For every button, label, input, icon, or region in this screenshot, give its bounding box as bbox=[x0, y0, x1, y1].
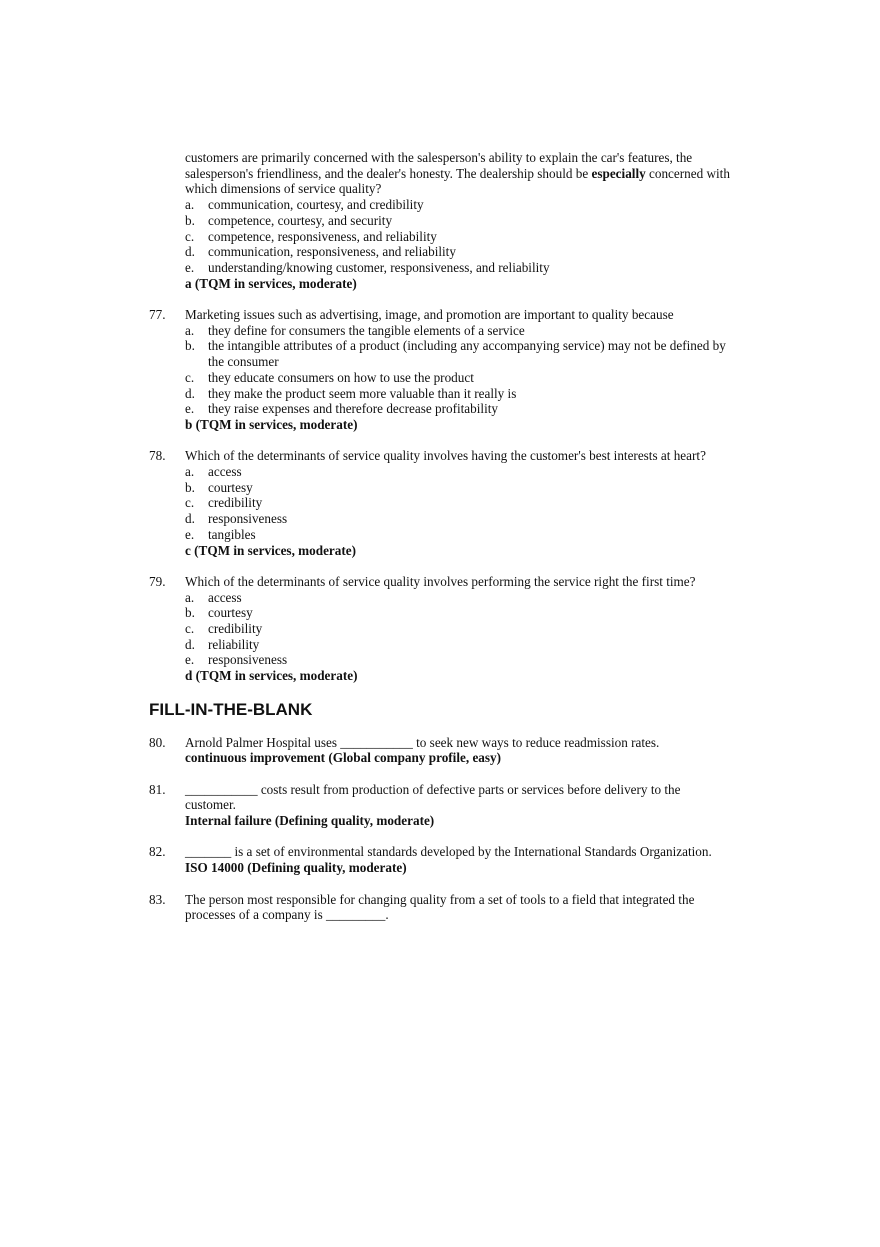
answer-option bbox=[185, 621, 730, 637]
option-text: understanding/knowing customer, responsiveness, and reliability bbox=[208, 259, 550, 275]
question-text: Arnold Palmer Hospital uses ___________ to seek new ways to reduce readmission rates. bbox=[185, 734, 660, 750]
option-letter: c. bbox=[185, 228, 195, 244]
answer-option bbox=[185, 323, 730, 339]
fill-in-question bbox=[0, 892, 730, 923]
stem-text: customers are primarily concerned with the salesperson's ability to explain the car's features, the salesperson's friendliness, and the dealer's honesty. The dealership should be bbox=[185, 150, 693, 181]
option-text: credibility bbox=[208, 495, 263, 511]
answer-key: b (TQM in services, moderate) bbox=[185, 416, 358, 432]
question bbox=[0, 307, 730, 433]
answer-option bbox=[185, 338, 730, 369]
answer-key: c (TQM in services, moderate) bbox=[185, 542, 357, 558]
option-letter: b. bbox=[185, 212, 195, 228]
question-stem bbox=[185, 574, 730, 590]
option-letter: e. bbox=[185, 652, 195, 668]
option-letter: e. bbox=[185, 259, 195, 275]
option-letter: c. bbox=[185, 495, 195, 511]
option-text: they educate consumers on how to use the product bbox=[208, 369, 474, 385]
question-text: _______ is a set of environmental standards developed by the International Standards Organization. bbox=[185, 844, 712, 860]
answer-option bbox=[185, 386, 730, 402]
question-stem bbox=[185, 150, 730, 197]
question-stem bbox=[185, 448, 730, 464]
stem-text: Which of the determinants of service quality involves performing the service right the first time? bbox=[185, 573, 696, 589]
question-text: The person most responsible for changing quality from a set of tools to a field that integrated the processes of a company is _________. bbox=[185, 891, 695, 923]
answer-option bbox=[185, 495, 730, 511]
option-text: access bbox=[208, 589, 242, 605]
stem-text: Which of the determinants of service quality involves having the customer's best interests at heart? bbox=[185, 448, 706, 464]
option-text: courtesy bbox=[208, 479, 253, 495]
option-letter: a. bbox=[185, 322, 195, 338]
option-letter: a. bbox=[185, 589, 195, 605]
option-letter: b. bbox=[185, 605, 195, 621]
option-text: courtesy bbox=[208, 605, 253, 621]
option-letter: b. bbox=[185, 338, 195, 354]
option-text: credibility bbox=[208, 621, 263, 637]
question-number: 83. bbox=[149, 891, 166, 907]
option-text: the intangible attributes of a product (including any accompanying service) may not be defined by the consumer bbox=[208, 338, 726, 370]
answer-key: continuous improvement (Global company profile, easy) bbox=[185, 750, 502, 766]
option-text: communication, responsiveness, and reliability bbox=[208, 244, 456, 260]
option-text: responsiveness bbox=[208, 652, 288, 668]
question-number: 78. bbox=[149, 448, 166, 464]
option-letter: e. bbox=[185, 526, 195, 542]
answer-option bbox=[185, 590, 730, 606]
question-number: 80. bbox=[149, 734, 166, 750]
answer-option bbox=[185, 527, 730, 543]
answer-option bbox=[185, 260, 730, 276]
option-text: competence, courtesy, and security bbox=[208, 212, 393, 228]
multiple-choice-list bbox=[0, 150, 880, 684]
option-text: competence, responsiveness, and reliability bbox=[208, 228, 437, 244]
option-letter: a. bbox=[185, 197, 195, 213]
question bbox=[0, 150, 730, 291]
question-stem bbox=[185, 307, 730, 323]
option-text: they define for consumers the tangible elements of a service bbox=[208, 322, 525, 338]
document-page bbox=[0, 150, 880, 939]
option-letter: c. bbox=[185, 369, 195, 385]
question-number: 77. bbox=[149, 307, 166, 323]
answer-option bbox=[185, 652, 730, 668]
option-letter: e. bbox=[185, 401, 195, 417]
option-text: tangibles bbox=[208, 526, 256, 542]
option-letter: d. bbox=[185, 244, 195, 260]
answer-option bbox=[185, 244, 730, 260]
section-heading: FILL-IN-THE-BLANK bbox=[149, 699, 313, 719]
option-letter: d. bbox=[185, 385, 195, 401]
answer-option bbox=[185, 605, 730, 621]
option-letter: a. bbox=[185, 464, 195, 480]
answer-key: ISO 14000 (Defining quality, moderate) bbox=[185, 860, 407, 876]
option-text: they make the product seem more valuable than it really is bbox=[208, 385, 517, 401]
option-letter: c. bbox=[185, 621, 195, 637]
answer-option bbox=[185, 464, 730, 480]
answer-option bbox=[185, 213, 730, 229]
answer-key: Internal failure (Defining quality, moderate) bbox=[185, 813, 435, 829]
option-text: access bbox=[208, 464, 242, 480]
option-text: responsiveness bbox=[208, 511, 288, 527]
answer-option bbox=[185, 370, 730, 386]
answer-option bbox=[185, 229, 730, 245]
fill-in-list bbox=[0, 735, 880, 923]
stem-text: Marketing issues such as advertising, image, and promotion are important to quality because bbox=[185, 307, 674, 323]
option-text: communication, courtesy, and credibility bbox=[208, 197, 424, 213]
answer-key: d (TQM in services, moderate) bbox=[185, 668, 358, 684]
answer-option bbox=[185, 511, 730, 527]
fill-in-question bbox=[0, 782, 730, 829]
option-letter: d. bbox=[185, 511, 195, 527]
option-text: they raise expenses and therefore decrease profitability bbox=[208, 401, 498, 417]
option-letter: b. bbox=[185, 479, 195, 495]
answer-option bbox=[185, 401, 730, 417]
emphasis-text: especially bbox=[591, 165, 646, 181]
question bbox=[0, 448, 730, 558]
answer-option bbox=[185, 637, 730, 653]
answer-option bbox=[185, 197, 730, 213]
answer-option bbox=[185, 480, 730, 496]
fill-in-question bbox=[0, 844, 730, 875]
question-number: 79. bbox=[149, 573, 166, 589]
question-number: 82. bbox=[149, 844, 166, 860]
stem-text: concerned with which dimensions of service quality? bbox=[185, 165, 730, 197]
question-text: ___________ costs result from production of defective parts or services before delivery to the customer. bbox=[185, 781, 681, 813]
question bbox=[0, 574, 730, 684]
option-text: reliability bbox=[208, 636, 260, 652]
question-number: 81. bbox=[149, 781, 166, 797]
option-letter: d. bbox=[185, 636, 195, 652]
fill-in-question bbox=[0, 735, 730, 766]
answer-key: a (TQM in services, moderate) bbox=[185, 275, 357, 291]
